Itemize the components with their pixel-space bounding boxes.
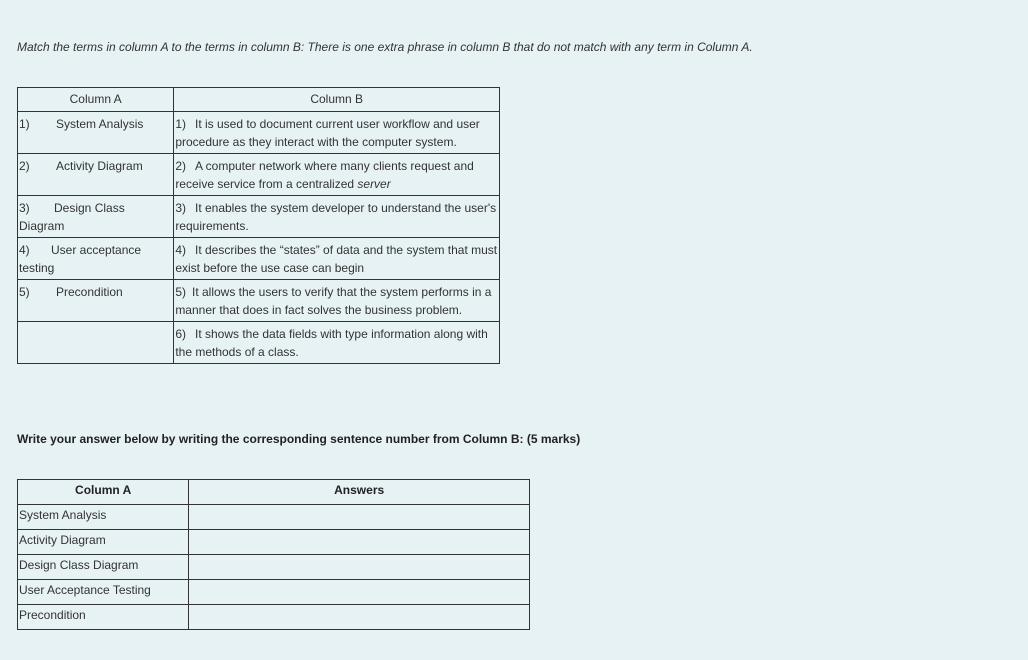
term-b-cell — [174, 112, 500, 154]
answer-prompt: Write your answer below by writing the corresponding sentence number from Column B: (5 marks) — [17, 432, 581, 446]
answer-table-header-row — [18, 480, 530, 505]
term-b-cell — [174, 154, 500, 196]
term-b-number: 1) — [175, 117, 186, 131]
term-b-number: 2) — [175, 159, 186, 173]
match-row-4 — [18, 238, 500, 280]
answer-row — [18, 605, 530, 630]
term-b-text: It enables the system developer to understand the user's requirements. — [175, 201, 497, 233]
answer-cell[interactable] — [189, 530, 530, 555]
term-a-text: System Analysis — [56, 117, 144, 131]
term-a-cell-empty — [18, 322, 174, 364]
term-b-text: It describes the “states” of data and the system that must exist before the use case can begin — [175, 243, 498, 275]
term-a-number: 1) — [19, 117, 30, 131]
term-a-text: Design Class Diagram — [19, 201, 125, 233]
answer-cell[interactable] — [189, 605, 530, 630]
match-row-3 — [18, 196, 500, 238]
answer-term: Design Class Diagram — [18, 555, 189, 580]
answer-table — [17, 479, 530, 630]
term-b-text: It allows the users to verify that the system performs in a manner that does in fact solves the business problem. — [175, 285, 492, 317]
answer-term: System Analysis — [18, 505, 189, 530]
term-b-number: 6) — [175, 327, 186, 341]
answer-cell[interactable] — [189, 555, 530, 580]
term-b-cell — [174, 196, 500, 238]
term-a-text: User acceptance testing — [19, 243, 142, 275]
term-b-number: 3) — [175, 201, 186, 215]
answer-term: Precondition — [18, 605, 189, 630]
term-a-cell — [18, 112, 174, 154]
answer-row — [18, 580, 530, 605]
match-row-6 — [18, 322, 500, 364]
answer-row — [18, 505, 530, 530]
answer-cell[interactable] — [189, 505, 530, 530]
term-b-text: It is used to document current user workflow and user procedure as they interact with the computer system. — [175, 117, 480, 149]
answer-term: User Acceptance Testing — [18, 580, 189, 605]
term-b-text-italic: server — [357, 177, 391, 191]
term-b-text: A computer network where many clients request and receive service from a centralized — [175, 159, 474, 191]
instructions-text: Match the terms in column A to the terms in column B: There is one extra phrase in column B that do not match with any term in Column A. — [17, 40, 753, 54]
term-a-number: 2) — [19, 159, 30, 173]
answers-header: Answers — [189, 480, 530, 505]
term-a-cell — [18, 280, 174, 322]
term-b-text: It shows the data fields with type information along with the methods of a class. — [175, 327, 488, 359]
term-a-cell — [18, 238, 174, 280]
term-a-number: 5) — [19, 285, 30, 299]
answer-column-a-header: Column A — [18, 480, 189, 505]
term-a-text: Activity Diagram — [56, 159, 143, 173]
match-row-2 — [18, 154, 500, 196]
term-a-text: Precondition — [56, 285, 123, 299]
match-table-header-row — [18, 88, 500, 112]
answer-row — [18, 555, 530, 580]
term-b-number: 5) — [175, 285, 186, 299]
answer-cell[interactable] — [189, 580, 530, 605]
term-a-cell — [18, 154, 174, 196]
match-table — [17, 87, 500, 364]
term-a-cell — [18, 196, 174, 238]
match-row-1 — [18, 112, 500, 154]
term-b-cell — [174, 280, 500, 322]
column-a-header: Column A — [18, 88, 174, 112]
term-b-cell — [174, 322, 500, 364]
answer-term: Activity Diagram — [18, 530, 189, 555]
term-a-number: 4) — [19, 243, 30, 257]
column-b-header: Column B — [174, 88, 500, 112]
match-row-5 — [18, 280, 500, 322]
term-b-cell — [174, 238, 500, 280]
term-b-number: 4) — [175, 243, 186, 257]
answer-row — [18, 530, 530, 555]
term-a-number: 3) — [19, 201, 30, 215]
